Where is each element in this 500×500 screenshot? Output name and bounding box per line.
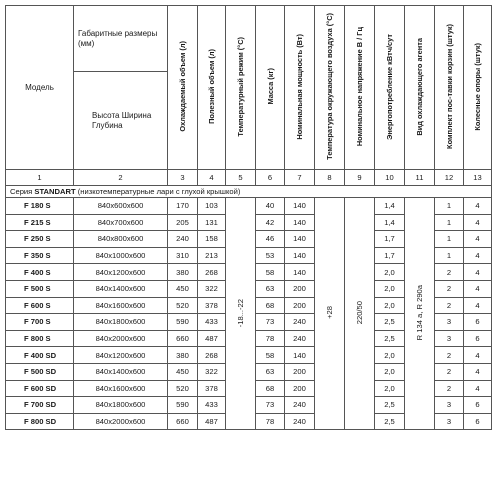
cell-model: F 180 S bbox=[6, 198, 74, 215]
cell-dims: 840х1400х600 bbox=[74, 280, 168, 297]
cell-cooled: 590 bbox=[168, 397, 198, 414]
cell-useful: 322 bbox=[198, 363, 226, 380]
cell-power: 140 bbox=[285, 231, 315, 248]
cell-useful: 378 bbox=[198, 297, 226, 314]
cell-wheels: 4 bbox=[464, 363, 492, 380]
cell-baskets: 2 bbox=[435, 280, 464, 297]
merged-temp-mode-cell bbox=[226, 198, 256, 430]
cell-wheels: 4 bbox=[464, 297, 492, 314]
cell-baskets: 3 bbox=[435, 413, 464, 430]
header-useful-volume: Полезный объем (л) bbox=[198, 6, 226, 170]
cell-model: F 350 S bbox=[6, 247, 74, 264]
cell-energy: 2,0 bbox=[375, 363, 405, 380]
cell-wheels: 4 bbox=[464, 380, 492, 397]
cell-dims: 840х1000х600 bbox=[74, 247, 168, 264]
cell-cooled: 310 bbox=[168, 247, 198, 264]
merged-ambient-temp: +28 bbox=[325, 306, 334, 320]
cell-energy: 2,0 bbox=[375, 297, 405, 314]
cell-dims: 840х2000х600 bbox=[74, 413, 168, 430]
column-number: 2 bbox=[74, 170, 168, 186]
cell-model: F 700 SD bbox=[6, 397, 74, 414]
cell-model: F 500 SD bbox=[6, 363, 74, 380]
cell-mass: 63 bbox=[256, 363, 285, 380]
series-name: STANDART bbox=[34, 187, 76, 196]
column-number: 7 bbox=[285, 170, 315, 186]
cell-wheels: 6 bbox=[464, 397, 492, 414]
cell-energy: 1,4 bbox=[375, 198, 405, 215]
cell-model: F 800 SD bbox=[6, 413, 74, 430]
cell-useful: 268 bbox=[198, 347, 226, 364]
cell-energy: 1,7 bbox=[375, 247, 405, 264]
column-number: 1 bbox=[6, 170, 74, 186]
cell-mass: 58 bbox=[256, 264, 285, 281]
cell-power: 200 bbox=[285, 297, 315, 314]
cell-mass: 73 bbox=[256, 314, 285, 331]
column-number: 12 bbox=[435, 170, 464, 186]
cell-dims: 840х600х600 bbox=[74, 198, 168, 215]
cell-cooled: 520 bbox=[168, 297, 198, 314]
merged-voltage: 220/50 bbox=[355, 301, 364, 325]
cell-mass: 78 bbox=[256, 330, 285, 347]
cell-cooled: 170 bbox=[168, 198, 198, 215]
cell-baskets: 1 bbox=[435, 214, 464, 231]
cell-baskets: 2 bbox=[435, 264, 464, 281]
cell-mass: 63 bbox=[256, 280, 285, 297]
cell-useful: 433 bbox=[198, 397, 226, 414]
cell-baskets: 3 bbox=[435, 397, 464, 414]
cell-power: 140 bbox=[285, 247, 315, 264]
cell-energy: 2,5 bbox=[375, 314, 405, 331]
cell-baskets: 1 bbox=[435, 231, 464, 248]
cell-mass: 68 bbox=[256, 380, 285, 397]
cell-cooled: 660 bbox=[168, 330, 198, 347]
cell-cooled: 450 bbox=[168, 363, 198, 380]
cell-baskets: 3 bbox=[435, 314, 464, 331]
header-baskets: Комплект пос-тавки корзин (штук) bbox=[435, 6, 464, 170]
cell-useful: 487 bbox=[198, 413, 226, 430]
cell-wheels: 4 bbox=[464, 214, 492, 231]
cell-power: 140 bbox=[285, 214, 315, 231]
header-wheels: Колесные опоры (штук) bbox=[464, 6, 492, 170]
cell-power: 200 bbox=[285, 280, 315, 297]
cell-model: F 700 S bbox=[6, 314, 74, 331]
cell-energy: 2,5 bbox=[375, 397, 405, 414]
series-prefix: Серия bbox=[10, 187, 33, 196]
cell-useful: 487 bbox=[198, 330, 226, 347]
cell-useful: 103 bbox=[198, 198, 226, 215]
cell-wheels: 4 bbox=[464, 264, 492, 281]
column-number: 11 bbox=[405, 170, 435, 186]
cell-wheels: 4 bbox=[464, 198, 492, 215]
series-row bbox=[6, 186, 492, 198]
spec-table bbox=[5, 5, 492, 430]
cell-energy: 2,0 bbox=[375, 380, 405, 397]
cell-power: 140 bbox=[285, 198, 315, 215]
cell-dims: 840х800х600 bbox=[74, 231, 168, 248]
header-energy: Энергопотребление кВтч/сут bbox=[375, 6, 405, 170]
cell-cooled: 380 bbox=[168, 347, 198, 364]
cell-model: F 800 S bbox=[6, 330, 74, 347]
cell-power: 200 bbox=[285, 380, 315, 397]
cell-model: F 215 S bbox=[6, 214, 74, 231]
cell-cooled: 660 bbox=[168, 413, 198, 430]
cell-wheels: 4 bbox=[464, 347, 492, 364]
cell-energy: 2,5 bbox=[375, 413, 405, 430]
cell-cooled: 520 bbox=[168, 380, 198, 397]
cell-mass: 58 bbox=[256, 347, 285, 364]
series-label bbox=[6, 186, 492, 198]
cell-useful: 268 bbox=[198, 264, 226, 281]
cell-mass: 46 bbox=[256, 231, 285, 248]
cell-mass: 78 bbox=[256, 413, 285, 430]
cell-wheels: 6 bbox=[464, 314, 492, 331]
merged-temp-mode: -18...-22 bbox=[236, 298, 245, 327]
column-number: 13 bbox=[464, 170, 492, 186]
cell-useful: 433 bbox=[198, 314, 226, 331]
cell-power: 240 bbox=[285, 330, 315, 347]
cell-cooled: 205 bbox=[168, 214, 198, 231]
cell-dims: 840х1600х600 bbox=[74, 297, 168, 314]
cell-mass: 68 bbox=[256, 297, 285, 314]
cell-useful: 131 bbox=[198, 214, 226, 231]
cell-power: 140 bbox=[285, 347, 315, 364]
cell-mass: 53 bbox=[256, 247, 285, 264]
cell-dims: 840х1800х600 bbox=[74, 314, 168, 331]
cell-wheels: 4 bbox=[464, 231, 492, 248]
cell-useful: 158 bbox=[198, 231, 226, 248]
header-ambient-temp: Температура окружающего воздуха (°С) bbox=[315, 6, 345, 170]
cell-energy: 2,0 bbox=[375, 347, 405, 364]
cell-dims: 840х1800х600 bbox=[74, 397, 168, 414]
header-refrigerant: Вид охлаждающего агента bbox=[405, 6, 435, 170]
column-number: 10 bbox=[375, 170, 405, 186]
merged-voltage-cell bbox=[345, 198, 375, 430]
cell-useful: 213 bbox=[198, 247, 226, 264]
series-note: (низкотемпературные лари с глухой крышкой) bbox=[77, 187, 241, 196]
column-number: 3 bbox=[168, 170, 198, 186]
cell-energy: 2,0 bbox=[375, 280, 405, 297]
header-dimensions-sub: Высота Ширина Глубина bbox=[74, 72, 168, 170]
column-number-row bbox=[6, 170, 492, 186]
table-row bbox=[6, 198, 492, 215]
cell-model: F 600 SD bbox=[6, 380, 74, 397]
column-number: 8 bbox=[315, 170, 345, 186]
merged-refrigerant: R 134 a, R 290a bbox=[415, 285, 424, 341]
cell-power: 240 bbox=[285, 314, 315, 331]
cell-cooled: 590 bbox=[168, 314, 198, 331]
cell-baskets: 3 bbox=[435, 330, 464, 347]
header-temp-mode: Температурный режим (°С) bbox=[226, 6, 256, 170]
cell-wheels: 6 bbox=[464, 330, 492, 347]
cell-power: 240 bbox=[285, 397, 315, 414]
column-number: 9 bbox=[345, 170, 375, 186]
header-model: Модель bbox=[6, 6, 74, 170]
merged-refrigerant-cell bbox=[405, 198, 435, 430]
column-number: 4 bbox=[198, 170, 226, 186]
cell-dims: 840х1200х600 bbox=[74, 347, 168, 364]
cell-dims: 840х700х600 bbox=[74, 214, 168, 231]
table-body bbox=[6, 198, 492, 430]
cell-baskets: 2 bbox=[435, 380, 464, 397]
cell-power: 140 bbox=[285, 264, 315, 281]
cell-model: F 600 S bbox=[6, 297, 74, 314]
cell-baskets: 2 bbox=[435, 363, 464, 380]
cell-energy: 1,4 bbox=[375, 214, 405, 231]
cell-dims: 840х1200х600 bbox=[74, 264, 168, 281]
cell-cooled: 380 bbox=[168, 264, 198, 281]
cell-wheels: 4 bbox=[464, 247, 492, 264]
cell-dims: 840х2000х600 bbox=[74, 330, 168, 347]
header-cooled-volume: Охлаждаемый объем (л) bbox=[168, 6, 198, 170]
cell-baskets: 2 bbox=[435, 297, 464, 314]
cell-wheels: 4 bbox=[464, 280, 492, 297]
cell-energy: 2,5 bbox=[375, 330, 405, 347]
cell-cooled: 450 bbox=[168, 280, 198, 297]
header-mass: Масса (кг) bbox=[256, 6, 285, 170]
cell-baskets: 1 bbox=[435, 247, 464, 264]
cell-useful: 322 bbox=[198, 280, 226, 297]
header-dimensions: Габаритные размеры (мм) bbox=[74, 6, 168, 72]
column-number: 5 bbox=[226, 170, 256, 186]
cell-useful: 378 bbox=[198, 380, 226, 397]
cell-energy: 2,0 bbox=[375, 264, 405, 281]
cell-model: F 250 S bbox=[6, 231, 74, 248]
cell-mass: 73 bbox=[256, 397, 285, 414]
cell-baskets: 2 bbox=[435, 347, 464, 364]
merged-ambient-temp-cell bbox=[315, 198, 345, 430]
cell-mass: 42 bbox=[256, 214, 285, 231]
header-nominal-voltage: Номинальное напряжение В / Гц bbox=[345, 6, 375, 170]
cell-baskets: 1 bbox=[435, 198, 464, 215]
cell-model: F 500 S bbox=[6, 280, 74, 297]
cell-dims: 840х1400х600 bbox=[74, 363, 168, 380]
cell-power: 240 bbox=[285, 413, 315, 430]
column-number: 6 bbox=[256, 170, 285, 186]
cell-model: F 400 SD bbox=[6, 347, 74, 364]
header-nominal-power: Номинальная мощность (Вт) bbox=[285, 6, 315, 170]
cell-model: F 400 S bbox=[6, 264, 74, 281]
cell-dims: 840х1600х600 bbox=[74, 380, 168, 397]
cell-energy: 1,7 bbox=[375, 231, 405, 248]
cell-cooled: 240 bbox=[168, 231, 198, 248]
cell-mass: 40 bbox=[256, 198, 285, 215]
cell-wheels: 6 bbox=[464, 413, 492, 430]
cell-power: 200 bbox=[285, 363, 315, 380]
